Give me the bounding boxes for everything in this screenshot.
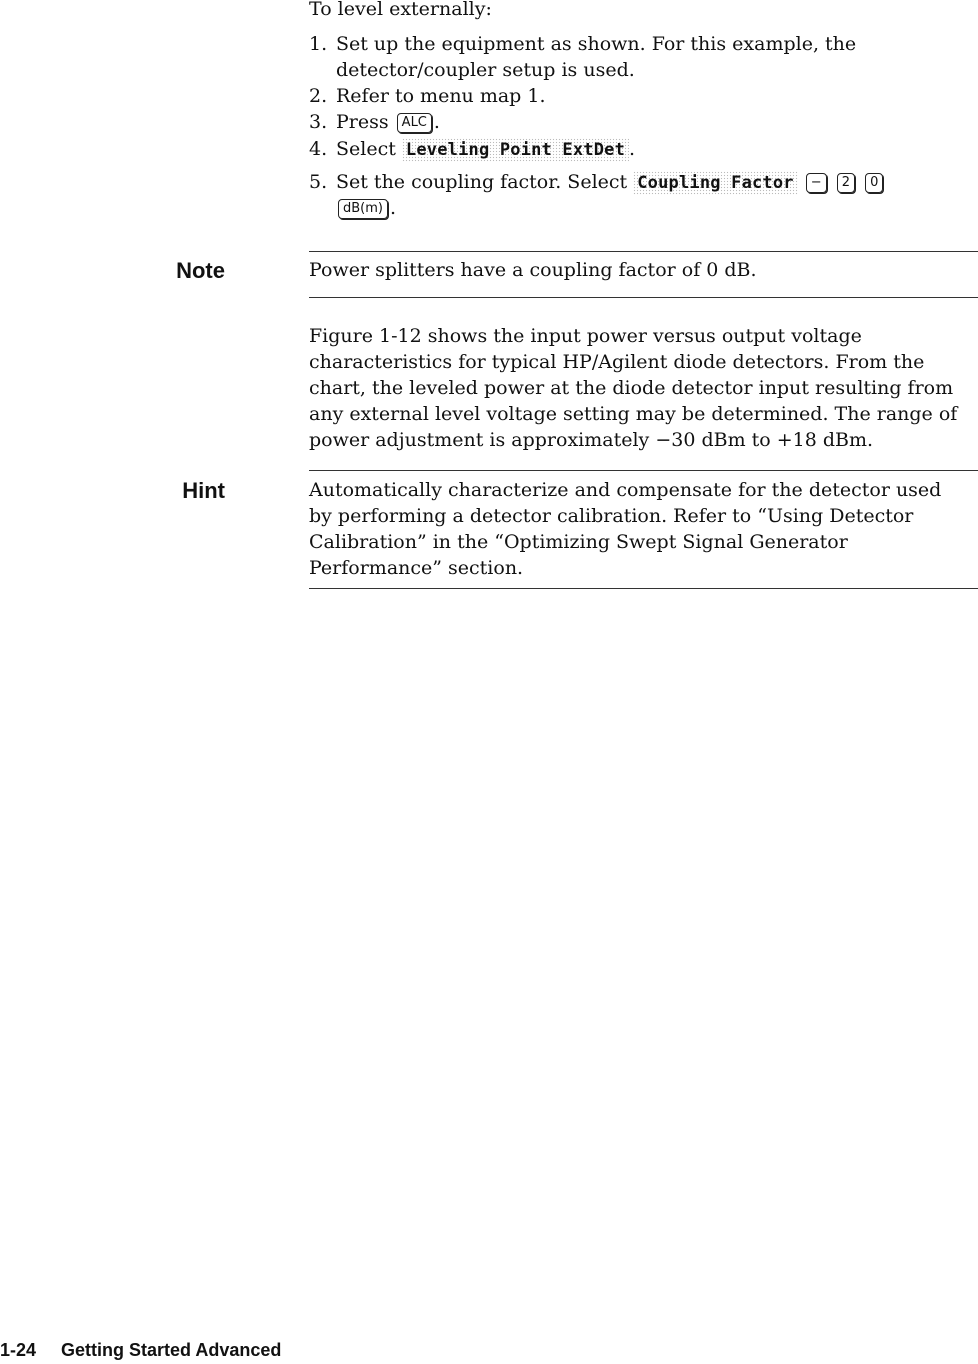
step-text: Set up the equipment as shown. For this example, the detector/coupler setup is used. <box>336 33 857 81</box>
step-number: 1. <box>309 33 328 55</box>
divider <box>309 251 978 252</box>
step-punct: . <box>629 138 636 160</box>
step-list <box>309 31 969 221</box>
note-text: Power splitters have a coupling factor of 0 dB. <box>309 259 757 281</box>
note-label: Note <box>176 258 225 283</box>
divider <box>309 470 978 471</box>
alc-key: ALC <box>397 113 432 133</box>
step-text: Press <box>336 111 389 133</box>
page-footer <box>0 1340 281 1361</box>
intro-text: To level externally: <box>309 0 492 20</box>
step-number: 4. <box>309 138 328 160</box>
step-number: 2. <box>309 85 328 107</box>
section-title: Getting Started Advanced <box>61 1340 282 1360</box>
divider <box>309 297 978 298</box>
digit-2-key: 2 <box>837 173 855 193</box>
step-text: Set the coupling factor. Select <box>336 171 628 193</box>
hint-text: Automatically characterize and compensate for the detector used by performing a detector calibration. Refer to “Using Detector Calibration” in the “Optimizing Swept Signal Generator Performance” section. <box>309 479 942 579</box>
step-number: 5. <box>309 171 328 193</box>
coupling-factor-softkey: Coupling Factor <box>633 171 798 195</box>
step-number: 3. <box>309 111 328 133</box>
step-punct: . <box>433 111 440 133</box>
step-4 <box>309 136 969 162</box>
digit-0-key: 0 <box>865 173 883 193</box>
leveling-point-softkey: Leveling Point ExtDet <box>402 138 629 162</box>
step-5 <box>309 169 969 221</box>
step-2 <box>309 83 969 109</box>
hint-label: Hint <box>182 478 225 503</box>
dbm-key: dB(m) <box>338 199 388 219</box>
step-punct: . <box>389 197 397 219</box>
step-1 <box>309 31 969 83</box>
step-3 <box>309 109 969 135</box>
minus-key: − <box>806 173 827 193</box>
body-paragraph: Figure 1-12 shows the input power versus output voltage characteristics for typical HP/Agilent diode detectors. From the chart, the leveled power at the diode detector input resulting from any external level voltage setting may be determined. The range of power adjustment is approximately −30 dBm to +18 dBm. <box>309 325 958 451</box>
page-number: 1-24 <box>0 1340 37 1360</box>
step-text: Select <box>336 138 396 160</box>
step-text: Refer to menu map 1. <box>336 85 546 107</box>
divider <box>309 588 978 589</box>
